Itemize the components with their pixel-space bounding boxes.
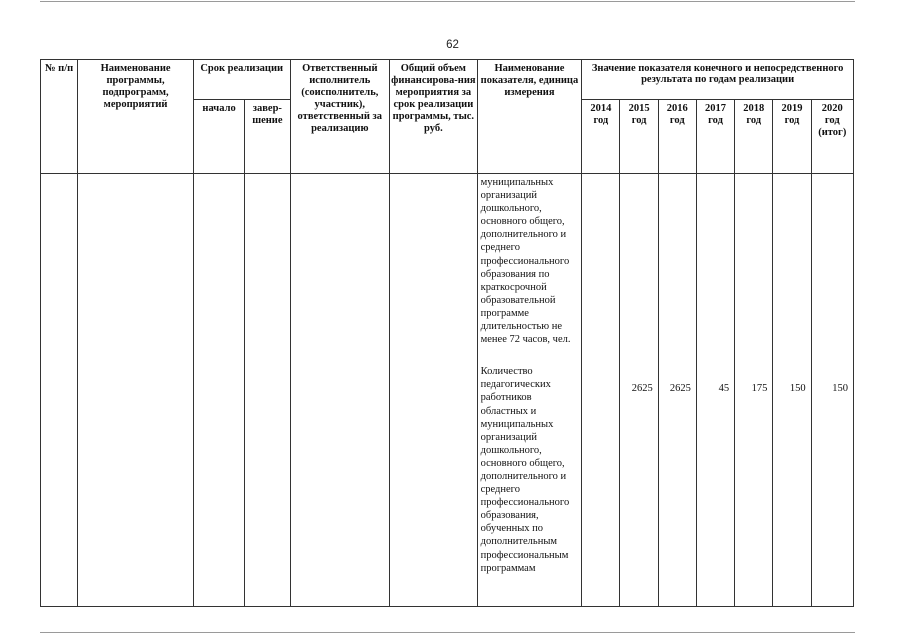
cell-value-2019	[773, 174, 811, 607]
header-year-2020	[811, 100, 853, 174]
year-unit: год	[593, 115, 609, 126]
header-program-name: Наименование программы, подпрограмм, мероприятий	[78, 60, 194, 174]
cell-responsible	[290, 174, 390, 607]
cell-term-end	[245, 174, 290, 607]
year-unit: год	[631, 115, 647, 126]
page-number: 62	[446, 39, 459, 51]
year-unit: год	[746, 115, 762, 126]
table-row	[41, 174, 854, 607]
year-unit: год	[708, 115, 723, 126]
header-indicator: Наименование показателя, единица измерения	[477, 60, 582, 174]
header-term-end: завер-шение	[245, 100, 290, 174]
year-label: 2019	[781, 103, 803, 114]
header-term-start: начало	[193, 100, 244, 174]
cell-value-2020	[811, 174, 853, 607]
year-label: 2018	[743, 103, 765, 114]
header-year-2017	[696, 100, 734, 174]
cell-term-start	[193, 174, 244, 607]
year-label: 2020	[821, 103, 843, 114]
indicators-table	[40, 59, 854, 607]
year-unit: год (итог)	[818, 115, 847, 138]
header-year-2019	[773, 100, 811, 174]
cell-funding	[390, 174, 478, 607]
cell-value-2016	[658, 174, 696, 607]
value-2018: 175	[751, 383, 768, 394]
header-year-2015	[620, 100, 658, 174]
year-unit: год	[669, 115, 685, 126]
value-2020: 150	[832, 383, 848, 394]
year-unit: год	[784, 115, 800, 126]
year-label: 2014	[590, 103, 612, 114]
top-edge-line	[40, 1, 855, 2]
cell-num	[41, 174, 78, 607]
year-label: 2015	[628, 103, 650, 114]
cell-indicator	[477, 174, 582, 607]
header-year-2014	[582, 100, 620, 174]
bottom-edge-line	[40, 632, 855, 633]
header-year-2018	[735, 100, 773, 174]
value-2016: 2625	[669, 383, 691, 394]
year-label: 2016	[666, 103, 688, 114]
cell-value-2015	[620, 174, 658, 607]
value-2015: 2625	[631, 383, 653, 394]
header-responsible: Ответственный исполнитель (соисполнитель, участник), ответственный за реализацию	[290, 60, 390, 174]
cell-program-name	[78, 174, 194, 607]
value-2019: 150	[789, 383, 806, 394]
indicator-new-text: Количество педагогических работников областных и муниципальных организаций дошкольного, основного общего, дополнительного и среднего профессионального образования, обученных по дополнительным профессиональным программам	[480, 366, 570, 574]
header-term: Срок реализации	[193, 60, 290, 100]
indicator-continued-text: муниципальных организаций дошкольного, основного общего, дополнительного и среднего профессионального образования по краткосрочной образовательной программе длительностью не менее 72 часов, чел.	[480, 177, 571, 346]
header-values-group: Значение показателя конечного и непосредственного результата по годам реализации	[582, 60, 854, 100]
year-label: 2017	[705, 103, 727, 114]
header-funding: Общий объем финансирова-ния мероприятия за срок реализации программы, тыс. руб.	[390, 60, 478, 174]
header-num: № п/п	[41, 60, 78, 174]
header-year-2016	[658, 100, 696, 174]
cell-value-2017	[696, 174, 734, 607]
cell-value-2018	[735, 174, 773, 607]
value-2017: 45	[718, 383, 730, 394]
cell-value-2014	[582, 174, 620, 607]
